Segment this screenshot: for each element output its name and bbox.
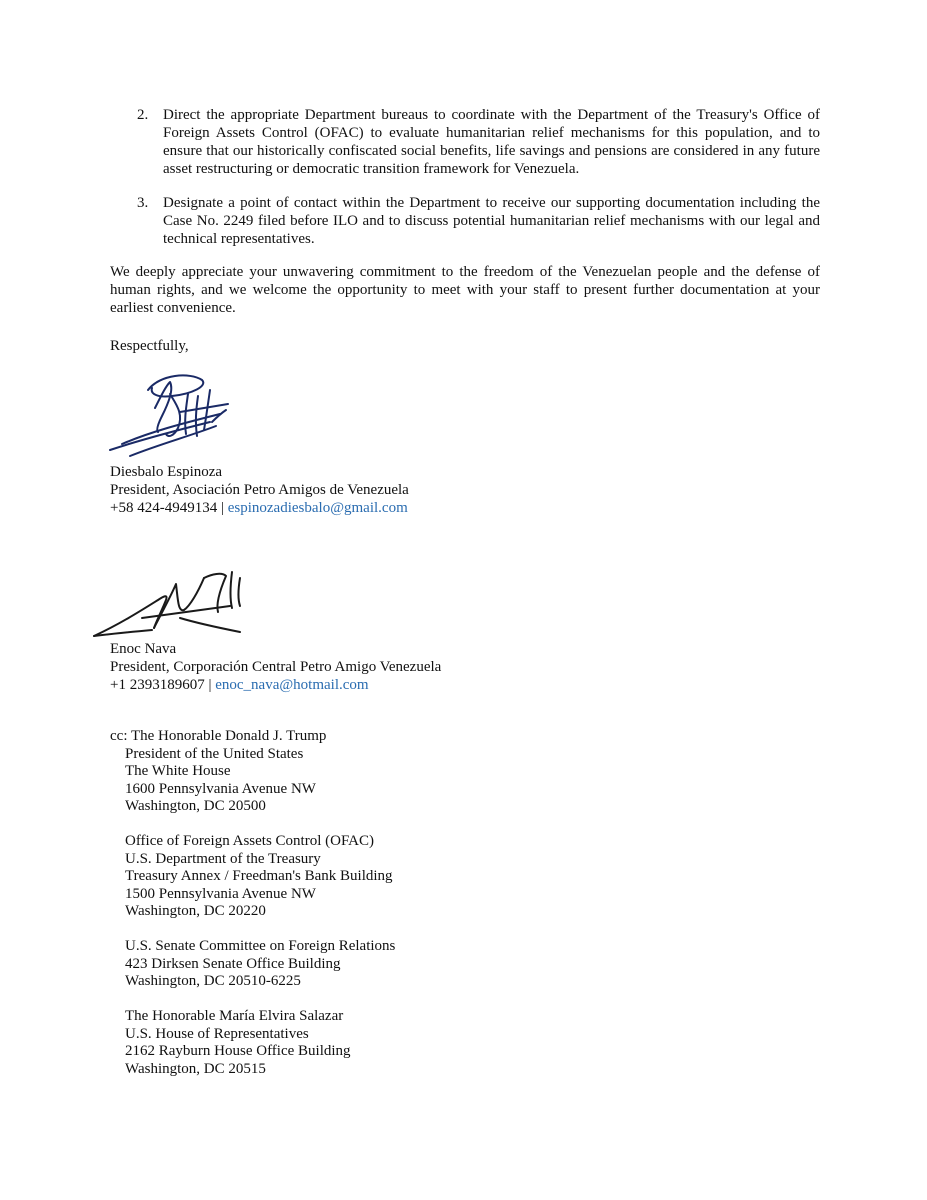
cc-address-line: Washington, DC 20220 <box>125 903 266 919</box>
cc-address-line: President of the United States <box>125 745 304 762</box>
signer-email-link[interactable]: enoc_nava@hotmail.com <box>215 677 369 693</box>
cc-list <box>110 728 395 1096</box>
contact-separator: | <box>217 500 228 516</box>
signature-espinoza <box>100 360 260 460</box>
signer-phone: +58 424-4949134 <box>110 500 218 516</box>
cc-address-line: 1500 Pennsylvania Avenue NW <box>125 885 316 902</box>
list-item <box>110 194 820 248</box>
cc-address-line: 2162 Rayburn House Office Building <box>125 1043 351 1059</box>
closing-paragraph: We deeply appreciate your unwavering commitment to the freedom of the Venezuelan people and the defense of human rights, and we welcome the opportunity to meet with your staff to present further documentation at your earliest convenience. <box>110 264 820 316</box>
request-list <box>110 106 820 264</box>
signer-title: President, Asociación Petro Amigos de Venezuela <box>110 482 409 498</box>
cc-recipient-name: Office of Foreign Assets Control (OFAC) <box>125 833 375 849</box>
cc-recipient-name: U.S. Senate Committee on Foreign Relations <box>125 938 396 954</box>
cc-recipient-name: The Honorable Donald J. Trump <box>130 728 327 744</box>
signer-name: Enoc Nava <box>110 641 177 657</box>
contact-separator: | <box>204 677 216 693</box>
cc-address-line: The White House <box>125 763 231 779</box>
cc-address-line: Treasury Annex / Freedman's Bank Building <box>125 868 393 884</box>
cc-address-line: Washington, DC 20515 <box>125 1060 266 1077</box>
cc-address-line: U.S. Department of the Treasury <box>125 850 321 867</box>
cc-first-line <box>110 728 395 746</box>
signer-contact <box>110 676 441 694</box>
signature-nava <box>80 548 270 648</box>
signer-contact <box>110 499 409 517</box>
cc-recipient <box>110 938 395 991</box>
cc-recipient <box>110 1008 395 1078</box>
cc-address-line: 1600 Pennsylvania Avenue NW <box>125 780 316 797</box>
list-item-number: 3. <box>137 195 149 211</box>
signer-block <box>110 463 409 517</box>
list-item-text: Designate a point of contact within the Department to receive our supporting documentation including the Case No. 2249 filed before ILO and to discuss potential humanitarian relief mechanisms with our legal and technical representatives. <box>163 195 820 247</box>
cc-address-line: Washington, DC 20510-6225 <box>125 973 301 989</box>
signer-block <box>110 640 441 694</box>
signer-name: Diesbalo Espinoza <box>110 464 223 480</box>
cc-recipient-name: The Honorable María Elvira Salazar <box>125 1008 344 1024</box>
cc-address-line: U.S. House of Representatives <box>125 1025 309 1042</box>
closing-salutation: Respectfully, <box>110 338 189 354</box>
cc-prefix: cc: <box>110 728 131 744</box>
signer-title: President, Corporación Central Petro Amigo Venezuela <box>110 659 442 675</box>
signer-phone: +1 2393189607 <box>110 677 205 693</box>
list-item-text: Direct the appropriate Department bureaus to coordinate with the Department of the Treasury's Office of Foreign Assets Control (OFAC) to evaluate humanitarian relief mechanisms for this population, and to ensure that our historically confiscated social benefits, life savings and pensions are considered in any future asset restructuring or democratic transition framework for Venezuela. <box>163 107 820 177</box>
list-item <box>110 106 820 178</box>
list-item-number: 2. <box>137 107 149 123</box>
signer-email-link[interactable]: espinozadiesbalo@gmail.com <box>227 500 408 516</box>
cc-recipient <box>110 728 395 816</box>
cc-address-line: Washington, DC 20500 <box>125 798 266 814</box>
cc-recipient <box>110 833 395 921</box>
cc-address-line: 423 Dirksen Senate Office Building <box>125 955 341 972</box>
